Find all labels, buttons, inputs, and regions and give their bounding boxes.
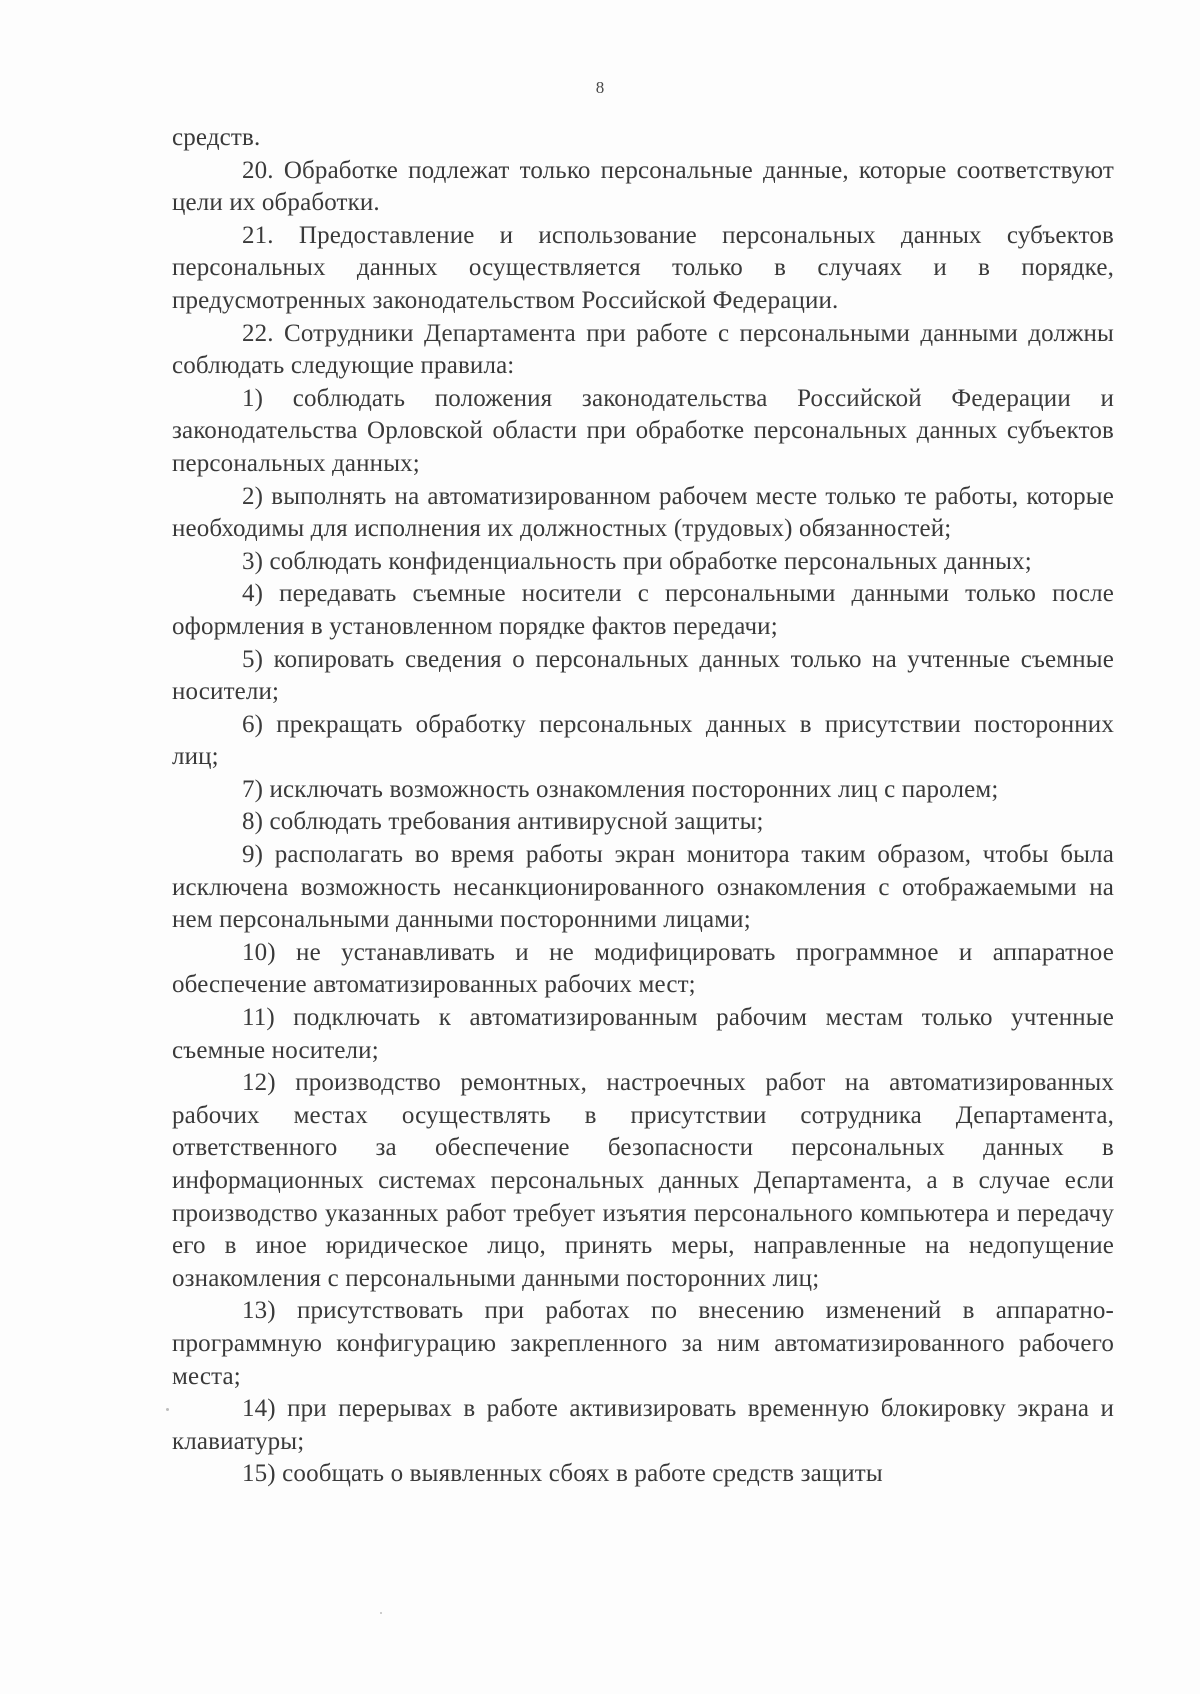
list-item-9: 9) располагать во время работы экран монитора таким образом, чтобы была исключена возможность несанкционированного ознакомления с отображаемыми на нем персональными данными посторонними лицами;: [172, 841, 1114, 934]
list-item-14: 14) при перерывах в работе активизировать временную блокировку экрана и клавиатуры;: [172, 1395, 1114, 1455]
list-item-11: 11) подключать к автоматизированным рабочим местам только учтенные съемные носители;: [172, 1004, 1114, 1064]
list-item-2: 2) выполнять на автоматизированном рабочем месте только те работы, которые необходимы для исполнения их должностных (трудовых) обязанностей;: [172, 482, 1114, 543]
list-item-6: 6) прекращать обработку персональных данных в присутствии посторонних лиц;: [172, 710, 1114, 771]
list-item-13: 13) присутствовать при работах по внесению изменений в аппаратно-программную конфигурацию закрепленного за ним автоматизированного рабочего места;: [172, 1297, 1114, 1390]
list-item-8: 8) соблюдать требования антивирусной защиты;: [242, 808, 764, 836]
document-body: [172, 122, 1114, 1491]
paragraph-continuation: средств.: [172, 124, 261, 151]
list-item-12: 12) производство ремонтных, настроечных работ на автоматизированных рабочих местах осуществлять в присутствии сотрудника Департамента, ответственного за обеспечение безопасности персональных данных в информационных системах персональных данных Департамента, а в случае если производство указанных работ требует изъятия персонального компьютера и передачу его в иное юридическое лицо, принять меры, направленные на недопущение ознакомления с персональными данными посторонних лиц;: [172, 1069, 1114, 1292]
page-number: 8: [595, 78, 605, 97]
paragraph-item-22: 22. Сотрудники Департамента при работе с персональными данными должны соблюдать следующие правила:: [172, 319, 1114, 380]
list-item-7: 7) исключать возможность ознакомления посторонних лиц с паролем;: [242, 775, 999, 803]
list-item-3: 3) соблюдать конфиденциальность при обработке персональных данных;: [242, 547, 1032, 575]
list-item-1: 1) соблюдать положения законодательства Российской Федерации и законодательства Орловской области при обработке персональных данных субъектов персональных данных;: [172, 384, 1114, 477]
scan-speck: [380, 1612, 382, 1614]
paragraph-item-21: 21. Предоставление и использование персональных данных субъектов персональных данных осуществляется только в случаях и в порядке, предусмотренных законодательством Российской Федерации.: [172, 221, 1114, 314]
paragraph-item-20: 20. Обработке подлежат только персональные данные, которые соответствуют цели их обработки.: [172, 156, 1114, 217]
list-item-10: 10) не устанавливать и не модифицировать программное и аппаратное обеспечение автоматизированных рабочих мест;: [172, 938, 1114, 999]
scan-speck: [166, 1408, 169, 1411]
list-item-15: 15) сообщать о выявленных сбоях в работе средств защиты: [242, 1460, 883, 1488]
list-item-4: 4) передавать съемные носители с персональными данными только после оформления в установленном порядке фактов передачи;: [172, 580, 1114, 640]
list-item-5: 5) копировать сведения о персональных данных только на учтенные съемные носители;: [172, 645, 1114, 706]
